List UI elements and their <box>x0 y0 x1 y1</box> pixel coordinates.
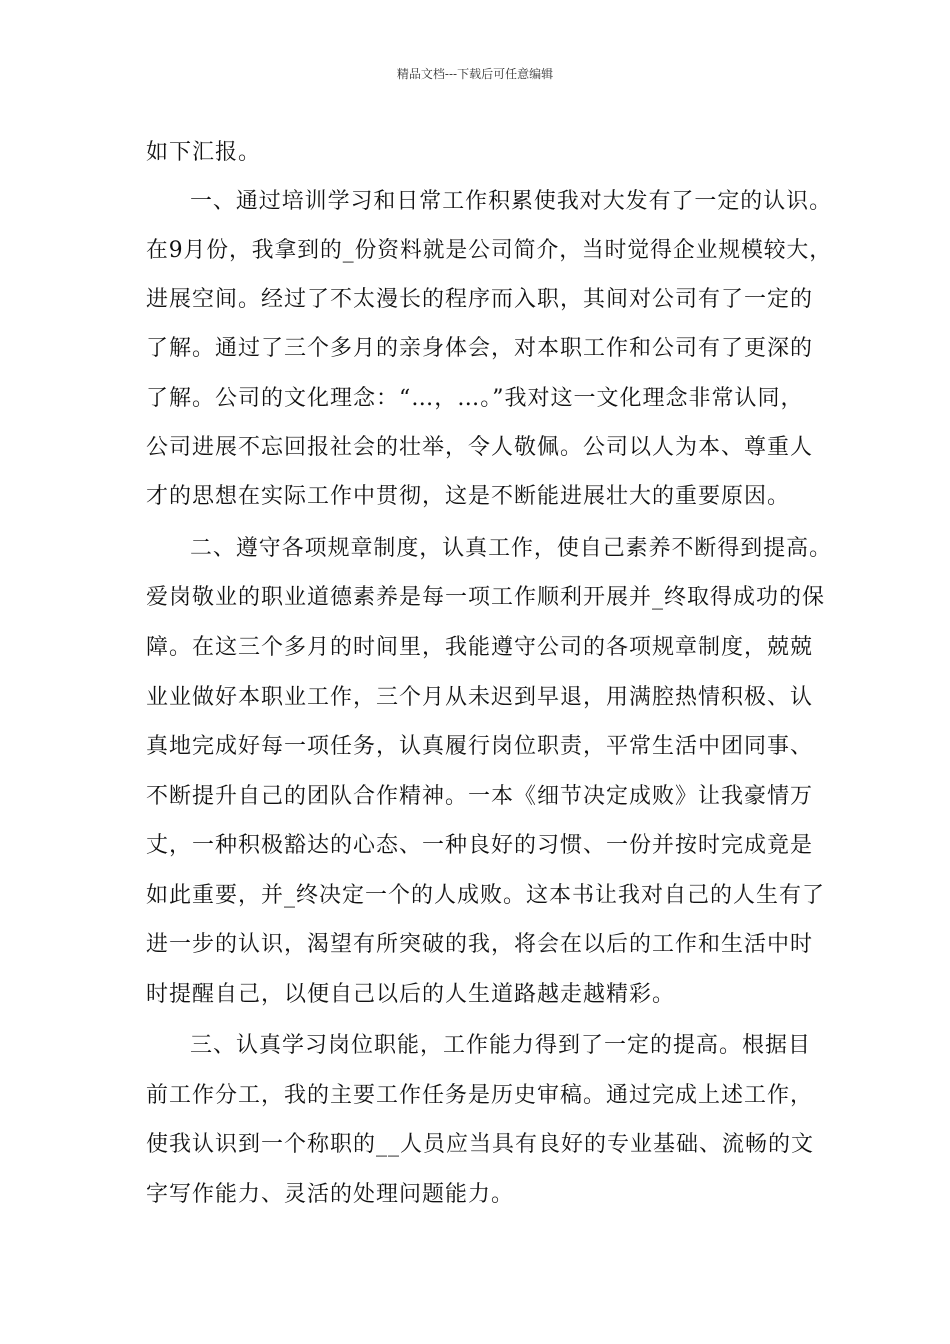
text-line: 障。在这三个多月的时间里，我能遵守公司的各项规章制度，兢兢 <box>146 635 814 660</box>
text-line: 不断提升自己的团队合作精神。一本《细节决定成败》让我豪情万 <box>146 784 814 809</box>
text-line: 三、认真学习岗位职能，工作能力得到了一定的提高。根据目 <box>190 1033 812 1058</box>
text-line: 进一步的认识，渴望有所突破的我，将会在以后的工作和生活中时 <box>146 932 814 957</box>
text-line: 时提醒自己，以便自己以后的人生道路越走越精彩。 <box>146 982 676 1007</box>
text-line: 二、遵守各项规章制度，认真工作，使自己素养不断得到提高。 <box>190 536 833 561</box>
text-line: 公司进展不忘回报社会的壮举，令人敬佩。公司以人为本、尊重人 <box>146 435 814 460</box>
page-header: 精品文档---下载后可任意编辑 <box>396 67 554 81</box>
text-line: 真地完成好每一项任务，认真履行岗位职责，平常生活中团同事、 <box>146 734 814 759</box>
text-line: 了解。公司的文化理念：“…，…。”我对这一文化理念非常认同， <box>146 386 804 411</box>
text-line: 如此重要，并_终决定一个的人成败。这本书让我对自己的人生有了 <box>146 883 826 908</box>
text-line: 丈，一种积极豁达的心态、一种良好的习惯、一份并按时完成竟是 <box>146 833 814 858</box>
text-line: 前工作分工，我的主要工作任务是历史审稿。通过完成上述工作， <box>146 1083 814 1108</box>
text-line: 才的思想在实际工作中贯彻，这是不断能进展壮大的重要原因。 <box>146 484 791 509</box>
text-line: 字写作能力、灵活的处理问题能力。 <box>146 1182 515 1207</box>
text-line: 业业做好本职业工作，三个月从未迟到早退，用满腔热情积极、认 <box>146 685 814 710</box>
text-line: 了解。通过了三个多月的亲身体会，对本职工作和公司有了更深的 <box>146 336 814 361</box>
text-line: 进展空间。经过了不太漫长的程序而入职，其间对公司有了一定的 <box>146 287 814 312</box>
text-line: 如下汇报。 <box>146 140 262 165</box>
text-line: 爱岗敬业的职业道德素养是每一项工作顺利开展并_终取得成功的保 <box>146 585 826 610</box>
text-line: 使我认识到一个称职的__人员应当具有良好的专业基础、流畅的文 <box>146 1132 815 1157</box>
text-line: 在9月份，我拿到的_份资料就是公司简介，当时觉得企业规模较大， <box>146 238 833 263</box>
text-line: 一、通过培训学习和日常工作积累使我对大发有了一定的认识。 <box>190 189 833 214</box>
